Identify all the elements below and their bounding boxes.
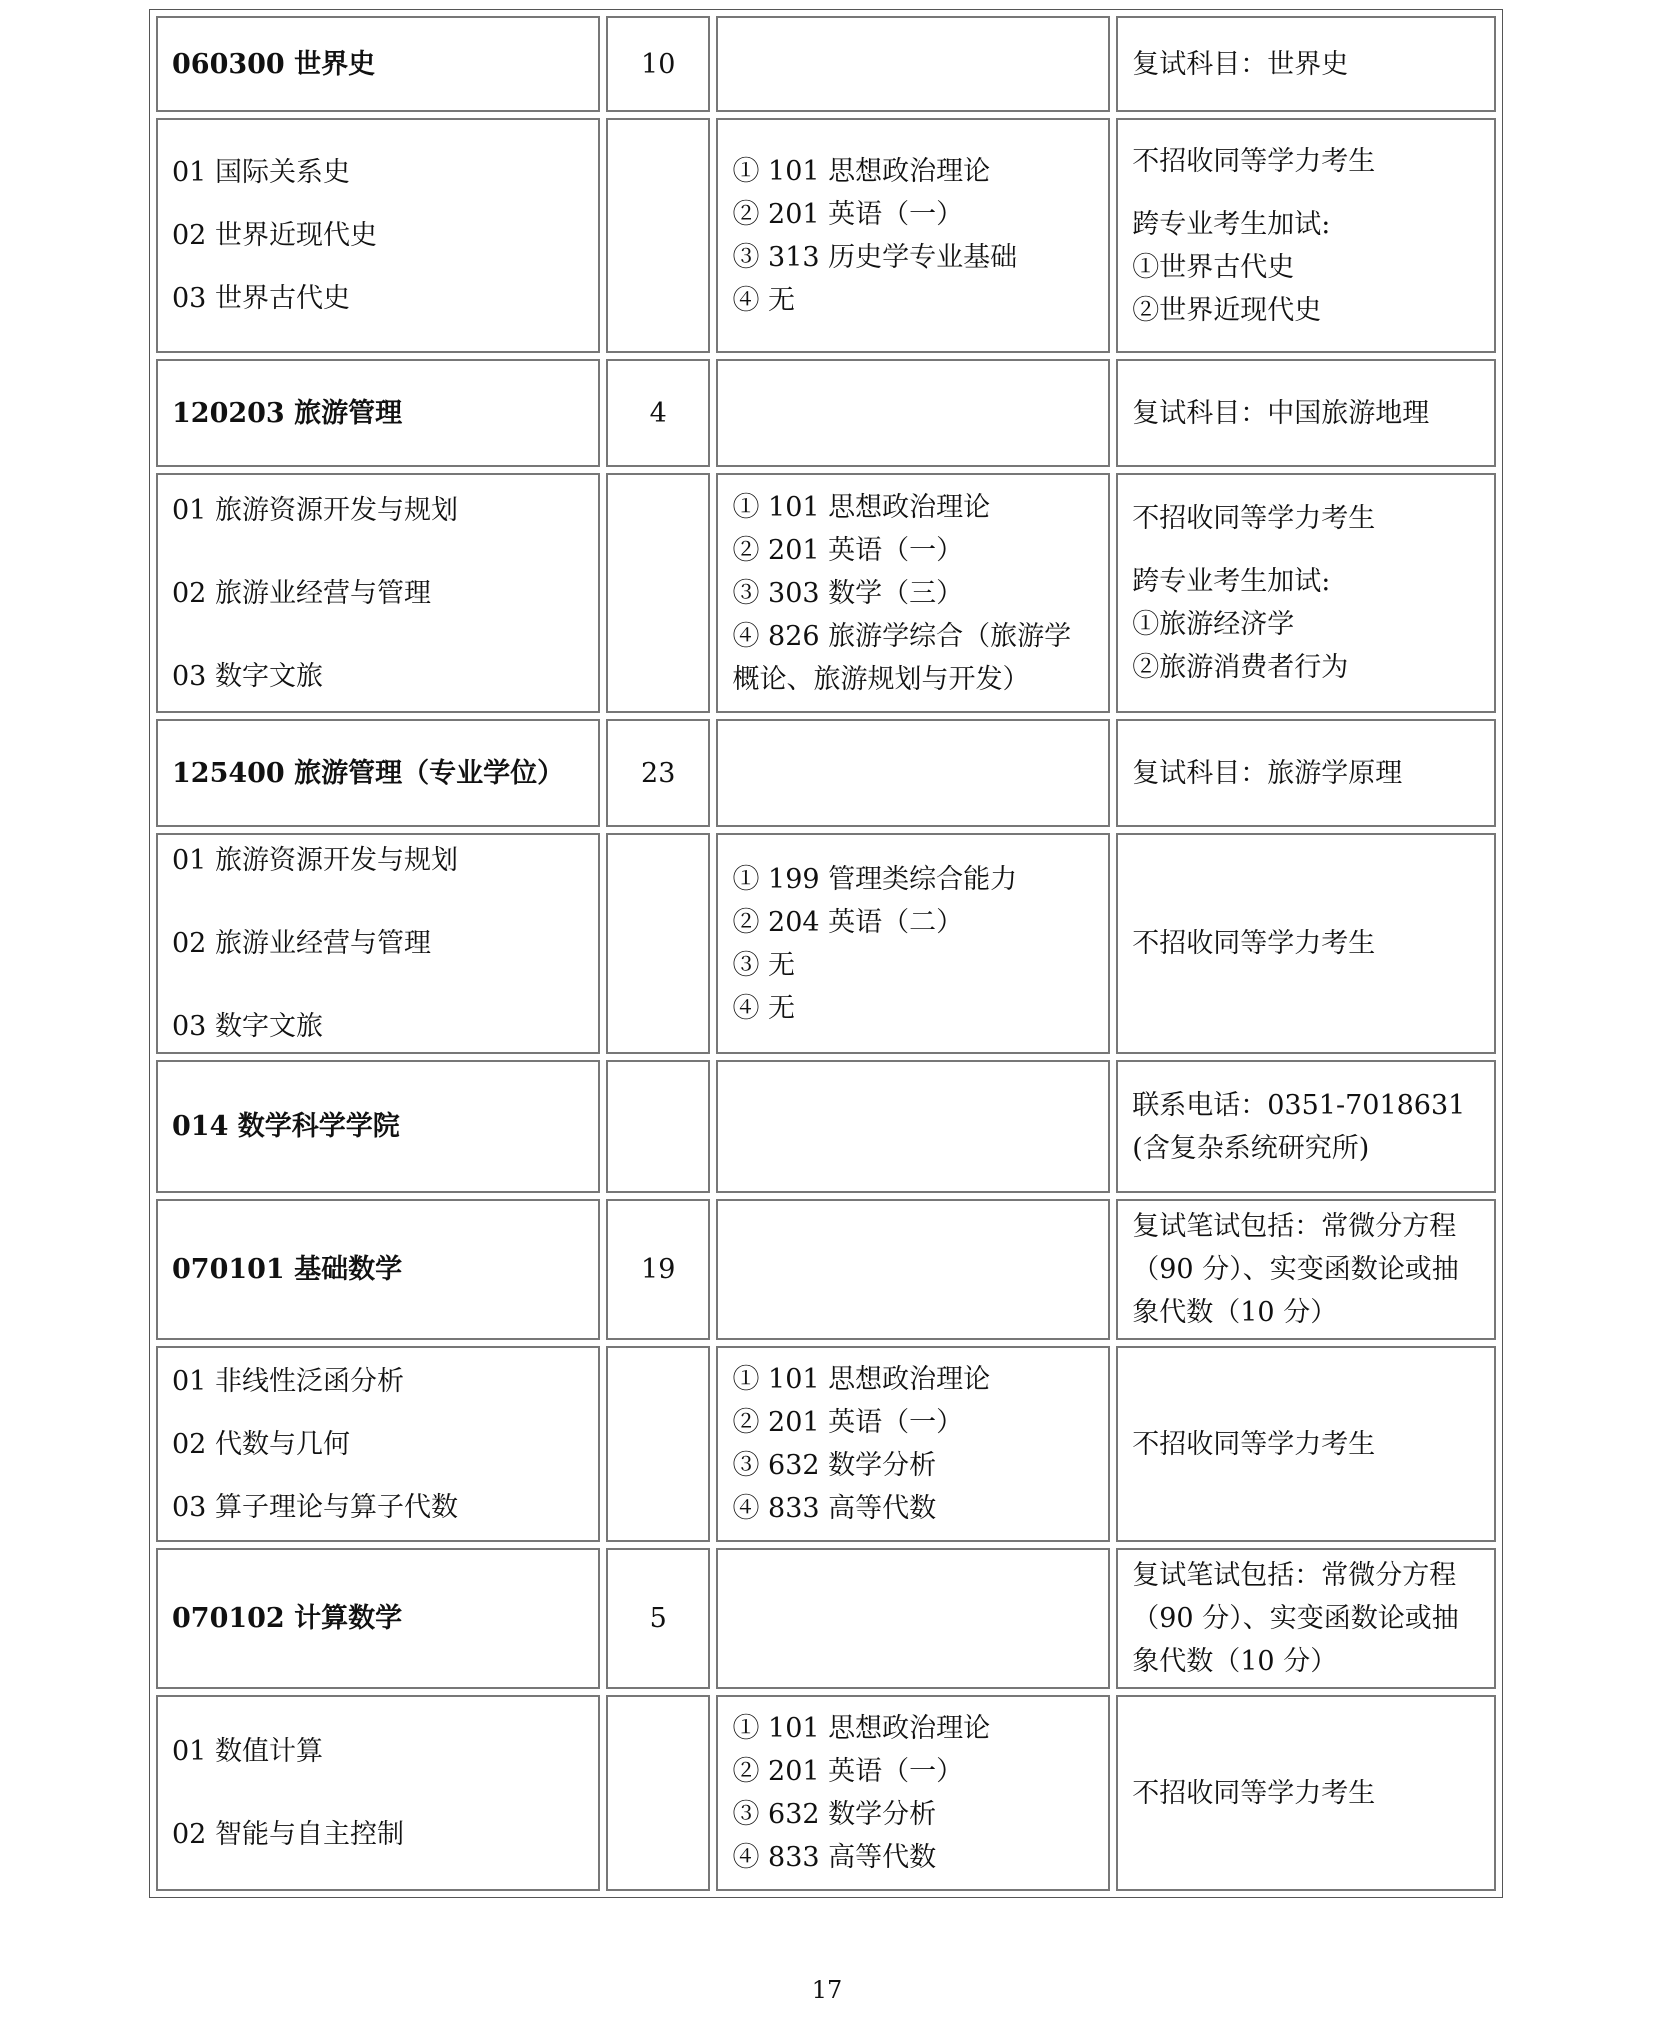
directions-cell — [156, 1346, 600, 1542]
notes-cell — [1116, 473, 1496, 713]
directions-cell — [156, 1695, 600, 1891]
table-body — [156, 16, 1496, 1891]
enrollment-quota: 5 — [649, 1603, 667, 1634]
research-direction: 01 国际关系史 — [172, 157, 350, 188]
note-line: 象代数（10 分） — [1132, 1297, 1338, 1328]
research-direction: 01 非线性泛函分析 — [172, 1365, 404, 1397]
note-line: ①旅游经济学 — [1132, 609, 1295, 640]
exam-subject: ① 101 思想政治理论 — [732, 155, 991, 187]
note-line: 复试科目：旅游学原理 — [1132, 757, 1403, 789]
page-number: 17 — [811, 1976, 843, 2004]
note-line: ②世界近现代史 — [1132, 294, 1322, 326]
major-cell — [156, 1199, 600, 1340]
major-row — [156, 359, 1496, 467]
exam-subject: ② 201 英语（一） — [732, 1756, 964, 1787]
note-line: ①世界古代史 — [1132, 251, 1295, 283]
note-line: 复试科目：中国旅游地理 — [1132, 397, 1430, 429]
note-line: 复试科目：世界史 — [1132, 48, 1349, 80]
note-line: 复试笔试包括：常微分方程 — [1132, 1211, 1457, 1242]
note-line: (含复杂系统研究所) — [1132, 1132, 1370, 1164]
research-direction: 02 旅游业经营与管理 — [172, 577, 431, 609]
research-direction: 03 世界古代史 — [172, 283, 350, 314]
research-direction: 01 数值计算 — [172, 1736, 323, 1767]
exam-subject: ④ 无 — [732, 992, 796, 1024]
quota-cell — [606, 1695, 710, 1891]
exam-subject: ① 101 思想政治理论 — [732, 1364, 991, 1395]
exam-subject: ② 204 英语（二） — [732, 906, 964, 938]
note-line: 不招收同等学力考生 — [1132, 1428, 1376, 1460]
directions-cell — [156, 833, 600, 1054]
major-name: 014 数学科学学院 — [172, 1111, 400, 1142]
major-cell — [156, 359, 600, 467]
exam-subjects-cell — [716, 473, 1110, 713]
research-direction: 02 旅游业经营与管理 — [172, 928, 431, 959]
notes-cell — [1116, 719, 1496, 827]
note-line: 联系电话：0351-7018631 — [1132, 1089, 1466, 1121]
exam-subjects-cell — [716, 1060, 1110, 1193]
quota-cell — [606, 833, 710, 1054]
notes-cell — [1116, 1060, 1496, 1193]
directions-cell — [156, 473, 600, 713]
note-line: （90 分）、实变函数论或抽 — [1132, 1254, 1459, 1285]
direction-row — [156, 1346, 1496, 1542]
major-cell — [156, 1548, 600, 1689]
direction-row — [156, 1695, 1496, 1891]
research-direction: 02 智能与自主控制 — [172, 1819, 404, 1850]
notes-cell — [1116, 1199, 1496, 1340]
major-name: 070101 基础数学 — [172, 1254, 403, 1285]
admissions-table — [150, 10, 1502, 1897]
note-line: 跨专业考生加试: — [1132, 566, 1331, 597]
notes-cell — [1116, 1548, 1496, 1689]
exam-subject: ④ 无 — [732, 284, 796, 316]
note-line: 不招收同等学力考生 — [1132, 928, 1376, 959]
quota-cell — [606, 16, 710, 112]
note-line: 不招收同等学力考生 — [1132, 145, 1376, 177]
notes-cell — [1116, 833, 1496, 1054]
exam-subjects-cell — [716, 359, 1110, 467]
research-direction: 03 算子理论与算子代数 — [172, 1491, 458, 1523]
quota-cell — [606, 473, 710, 713]
direction-row — [156, 118, 1496, 353]
note-spacer — [1132, 183, 1480, 203]
quota-cell — [606, 359, 710, 467]
major-cell — [156, 1060, 600, 1193]
research-direction: 01 旅游资源开发与规划 — [172, 845, 458, 876]
note-spacer — [1132, 540, 1480, 560]
note-line: （90 分）、实变函数论或抽 — [1132, 1603, 1459, 1634]
exam-subjects-cell — [716, 719, 1110, 827]
note-line: 不招收同等学力考生 — [1132, 1777, 1376, 1809]
quota-cell — [606, 719, 710, 827]
enrollment-quota: 23 — [641, 757, 676, 789]
quota-cell — [606, 1346, 710, 1542]
note-line: 跨专业考生加试: — [1132, 208, 1331, 240]
note-line: 象代数（10 分） — [1132, 1646, 1338, 1677]
exam-subjects-cell — [716, 1199, 1110, 1340]
major-row — [156, 16, 1496, 112]
research-direction: 02 代数与几何 — [172, 1428, 350, 1460]
major-row — [156, 1548, 1496, 1689]
major-name: 125400 旅游管理（专业学位） — [172, 757, 565, 789]
exam-subjects-cell — [716, 1346, 1110, 1542]
exam-subject: ③ 303 数学（三） — [732, 577, 964, 609]
major-row — [156, 1199, 1496, 1340]
exam-subject: ③ 632 数学分析 — [732, 1450, 937, 1481]
exam-subjects-cell — [716, 1695, 1110, 1891]
exam-subject: ① 199 管理类综合能力 — [732, 863, 1018, 895]
research-direction: 03 数字文旅 — [172, 1011, 323, 1042]
quota-cell — [606, 1060, 710, 1193]
exam-subjects-cell — [716, 118, 1110, 353]
exam-subjects-cell — [716, 1548, 1110, 1689]
exam-subject: ③ 无 — [732, 949, 796, 981]
exam-subjects-cell — [716, 16, 1110, 112]
exam-subject: ① 101 思想政治理论 — [732, 1713, 991, 1744]
major-row — [156, 1060, 1496, 1193]
major-cell — [156, 719, 600, 827]
exam-subject: ④ 833 高等代数 — [732, 1842, 937, 1873]
exam-subject: ① 101 思想政治理论 — [732, 491, 991, 523]
note-line: ②旅游消费者行为 — [1132, 652, 1349, 683]
quota-cell — [606, 118, 710, 353]
notes-cell — [1116, 359, 1496, 467]
exam-subjects-cell — [716, 833, 1110, 1054]
major-name: 070102 计算数学 — [172, 1603, 403, 1634]
exam-subject: ④ 833 高等代数 — [732, 1493, 937, 1524]
notes-cell — [1116, 1695, 1496, 1891]
exam-subject: ② 201 英语（一） — [732, 198, 964, 230]
research-direction: 02 世界近现代史 — [172, 220, 377, 251]
enrollment-quota: 4 — [649, 397, 667, 429]
quota-cell — [606, 1199, 710, 1340]
exam-subject: ③ 313 历史学专业基础 — [732, 241, 1018, 273]
major-cell — [156, 16, 600, 112]
notes-cell — [1116, 16, 1496, 112]
exam-subject: ② 201 英语（一） — [732, 1407, 964, 1438]
direction-row — [156, 833, 1496, 1054]
notes-cell — [1116, 1346, 1496, 1542]
enrollment-quota: 19 — [641, 1254, 676, 1285]
exam-subject: ④ 826 旅游学综合（旅游学 — [732, 620, 1072, 652]
major-name: 120203 旅游管理 — [172, 397, 403, 429]
exam-subject: ② 201 英语（一） — [732, 534, 964, 566]
exam-subject: ③ 632 数学分析 — [732, 1799, 937, 1830]
research-direction: 03 数字文旅 — [172, 660, 323, 692]
exam-subject: 概论、旅游规划与开发） — [732, 663, 1030, 695]
direction-row — [156, 473, 1496, 713]
admissions-table-frame — [149, 9, 1503, 1898]
major-name: 060300 世界史 — [172, 48, 376, 80]
note-line: 复试笔试包括：常微分方程 — [1132, 1560, 1457, 1591]
quota-cell — [606, 1548, 710, 1689]
research-direction: 01 旅游资源开发与规划 — [172, 494, 458, 526]
enrollment-quota: 10 — [641, 48, 676, 80]
major-row — [156, 719, 1496, 827]
directions-cell — [156, 118, 600, 353]
notes-cell — [1116, 118, 1496, 353]
note-line: 不招收同等学力考生 — [1132, 503, 1376, 534]
